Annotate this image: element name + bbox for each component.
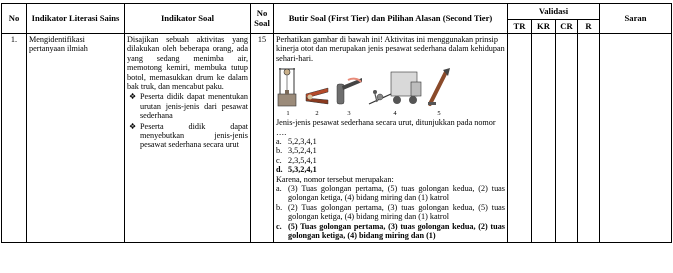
- header-no: No: [2, 4, 27, 34]
- answer-options: [276, 137, 505, 175]
- list-item: [127, 122, 248, 150]
- butir-soal-cell: [274, 34, 508, 243]
- header-validasi-cr: CR: [556, 20, 578, 34]
- header-validasi-r: R: [578, 20, 600, 34]
- illustration-number: 1: [286, 110, 290, 118]
- option-c: c. 2,3,5,4,1: [276, 155, 317, 165]
- illustration-1: [276, 64, 300, 117]
- bullet-text: Peserta didik dapat menyebutkan jenis-jenis pesawat sederhana secara urut: [140, 121, 248, 150]
- illustration-3: [334, 64, 364, 117]
- option-b: b. 3,5,2,4,1: [276, 146, 317, 156]
- header-butir-soal: Butir Soal (First Tier) dan Pilihan Alasan (Second Tier): [274, 4, 508, 34]
- header-validasi-kr: KR: [532, 20, 556, 34]
- question-text: Jenis-jenis pesawat sederhana secara urut, ditunjukkan pada nomor ….: [276, 118, 496, 137]
- indikator-soal-intro: Disajikan sebuah aktivitas yang dilakukan oleh beberapa orang, ada yang sedang menimba air, memotong kemiri, membuka tutup botol, memasukkan drum ke dalam bak truk, dan mencabut paku.: [127, 35, 248, 92]
- indikator-literasi-cell: Mengidentifikasi pertanyaan ilmiah: [27, 34, 125, 243]
- header-validasi: Validasi: [508, 4, 600, 20]
- indikator-bullet-list: [127, 92, 248, 149]
- illustration-5: [426, 64, 452, 117]
- illustration-number: 3: [347, 110, 351, 118]
- truck-ramp-icon: [367, 64, 423, 108]
- diamond-bullet-icon: ❖: [129, 92, 137, 102]
- no-soal-cell: 15: [251, 34, 274, 243]
- claw-hammer-icon: [426, 64, 452, 108]
- nutcracker-icon: [303, 64, 331, 108]
- row-number: 1.: [2, 34, 27, 243]
- question-stem: Perhatikan gambar di bawah ini! Aktivitas ini menggunakan prinsip kinerja otot dan merupakan jenis pesawat sederhana dalam kehidupan sehari-hari.: [276, 35, 505, 63]
- validasi-r-cell[interactable]: [578, 34, 600, 243]
- reason-b: b. (2) Tuas golongan pertama, (3) tuas golongan kedua, (5) tuas golongan ketiga, (4) bidang miring dan (1) katrol: [276, 202, 505, 222]
- header-no-soal: No Soal: [251, 4, 274, 34]
- table-row: [2, 34, 672, 243]
- reason-options: [276, 184, 505, 240]
- header-indikator-soal: Indikator Soal: [125, 4, 251, 34]
- validation-table: [1, 3, 672, 243]
- header-indikator-literasi: Indikator Literasi Sains: [27, 4, 125, 34]
- reason-intro: Karena, nomor tersebut merupakan:: [276, 174, 394, 184]
- activity-illustrations: [276, 65, 505, 117]
- illustration-number: 2: [315, 110, 319, 118]
- illustration-number: 4: [393, 110, 397, 118]
- validasi-kr-cell[interactable]: [532, 34, 556, 243]
- reason-a: a. (3) Tuas golongan pertama, (5) tuas golongan kedua, (2) tuas golongan ketiga, (4) bidang miring dan (1) katrol: [276, 184, 505, 203]
- option-a: a. 5,2,3,4,1: [276, 137, 317, 147]
- header-saran: Saran: [600, 4, 672, 34]
- reason-c: c. (5) Tuas golongan pertama, (3) tuas golongan kedua, (2) tuas golongan ketiga, (4) bidang miring dan (1): [276, 221, 505, 241]
- indikator-soal-cell: [125, 34, 251, 243]
- bottle-opener-icon: [334, 64, 364, 108]
- saran-cell[interactable]: [600, 34, 672, 243]
- illustration-2: [303, 64, 331, 117]
- list-item: [127, 92, 248, 120]
- header-validasi-tr: TR: [508, 20, 532, 34]
- validasi-tr-cell[interactable]: [508, 34, 532, 243]
- option-d: d. 5,3,2,4,1: [276, 165, 317, 175]
- validasi-cr-cell[interactable]: [556, 34, 578, 243]
- illustration-4: [367, 64, 423, 117]
- illustration-number: 5: [437, 110, 441, 118]
- bullet-text: Peserta didik dapat menentukan urutan jenis-jenis dari pesawat sederhana: [140, 92, 248, 121]
- diamond-bullet-icon: ❖: [129, 121, 137, 131]
- well-pulley-icon: [276, 64, 300, 108]
